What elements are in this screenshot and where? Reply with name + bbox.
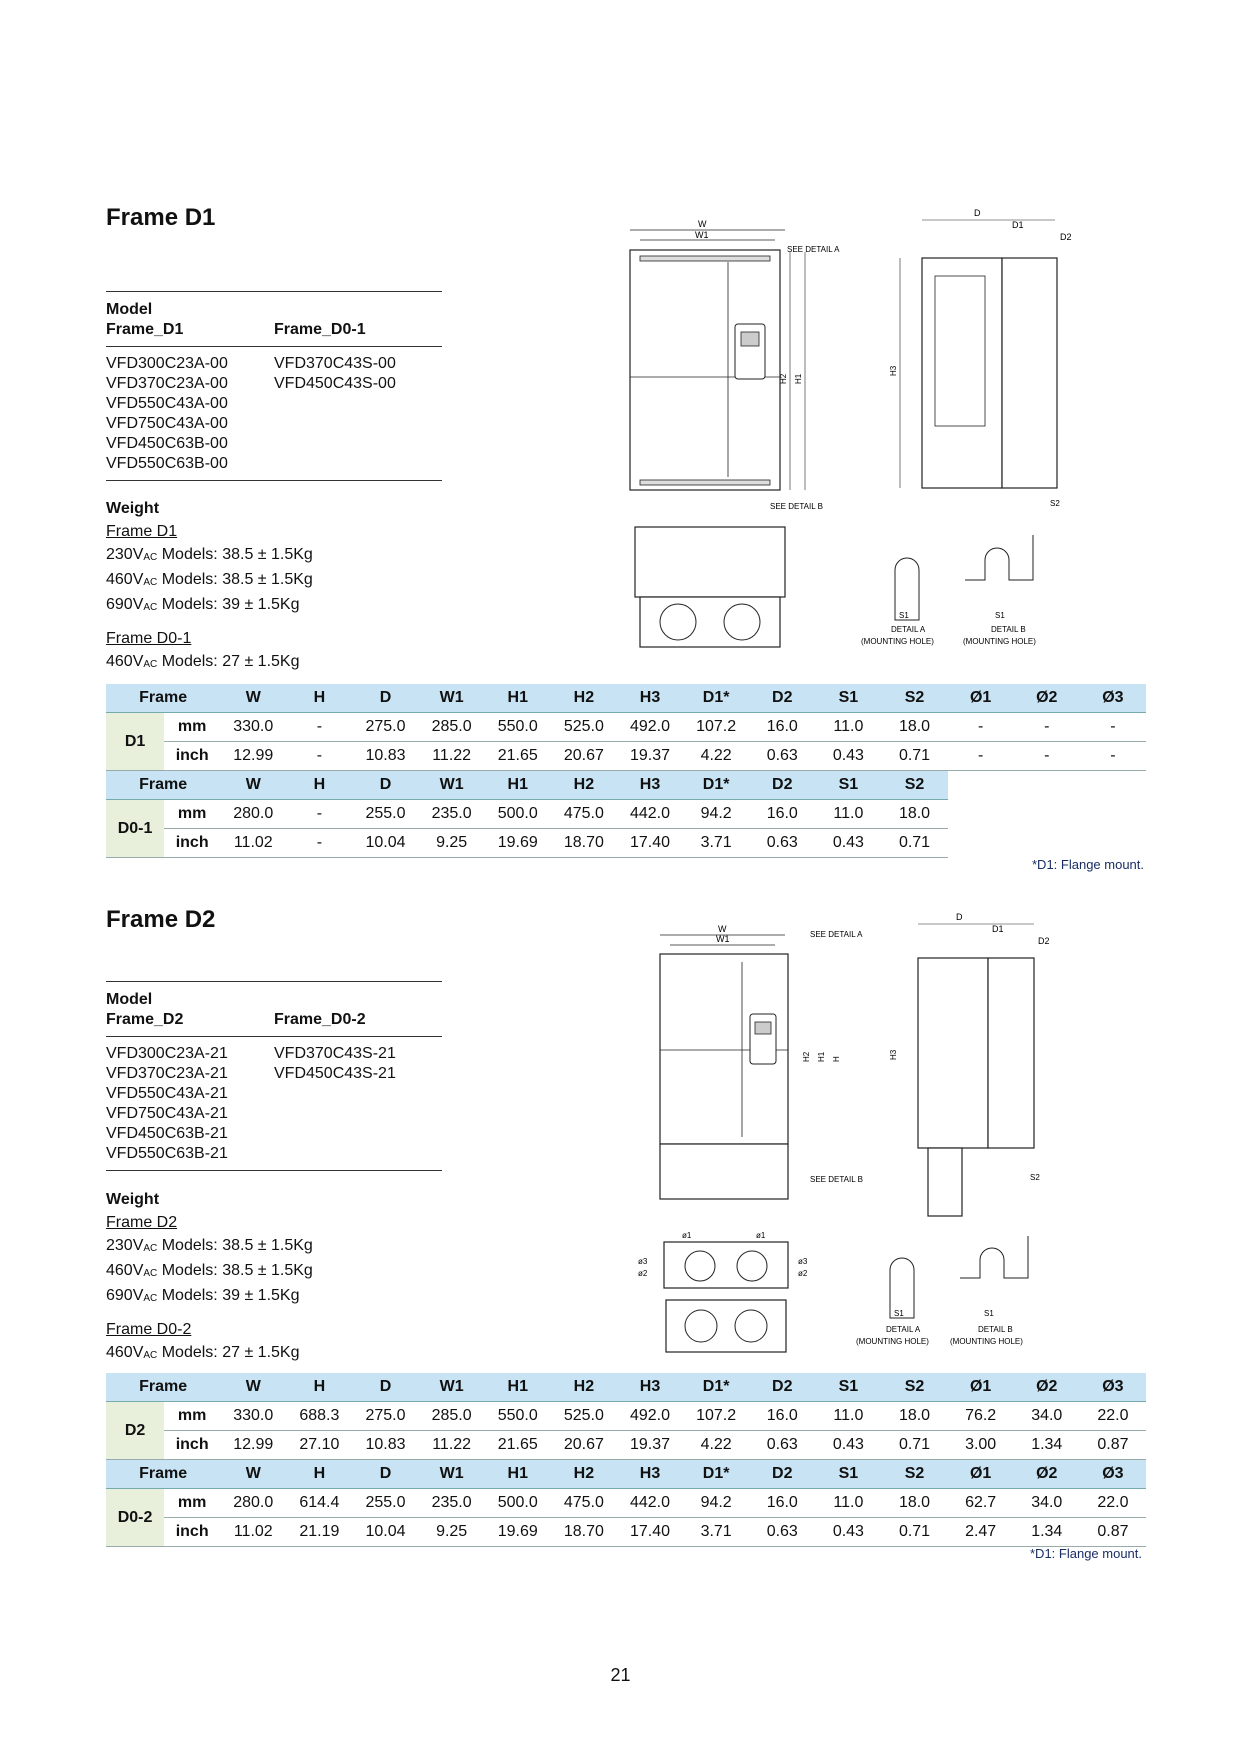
- rule: [106, 1170, 442, 1171]
- model-item: VFD450C63B-21: [106, 1125, 228, 1142]
- weight-line-690: $690V_{AC}$ Models: 39 ± 1.5Kg: [106, 1287, 300, 1304]
- weight-frame-label: Frame D0-2: [106, 1321, 192, 1338]
- model-header: [106, 982, 442, 1036]
- model-item: VFD450C43S-21: [274, 1065, 396, 1082]
- svg-text:D1: D1: [1012, 220, 1024, 230]
- frame-d1-model-block: [106, 291, 442, 481]
- frame-d2-bottom-view-drawing: [636, 1228, 812, 1356]
- weight-frame-label: Frame D2: [106, 1214, 178, 1231]
- frame-d2-dimension-table: [106, 1373, 1146, 1547]
- svg-text:SEE DETAIL A: SEE DETAIL A: [787, 245, 840, 254]
- svg-text:H1: H1: [794, 373, 803, 384]
- frame-d2-weight-block: [106, 1188, 313, 1366]
- table-header-row: Frame W H D W1 H1 H2 H3 D1* D2 S1 S2 Ø1 Ø2 Ø3: [106, 1460, 1146, 1489]
- model-item: VFD370C23A-00: [106, 375, 228, 392]
- frame-d1-title: Frame D1: [106, 204, 216, 231]
- svg-text:H3: H3: [889, 1049, 898, 1060]
- model-item: VFD550C43A-00: [106, 395, 228, 412]
- model-item: VFD750C43A-00: [106, 415, 228, 432]
- svg-text:W: W: [698, 219, 707, 229]
- svg-text:ø3: ø3: [798, 1257, 808, 1266]
- frame-d1-side-view-drawing: [880, 206, 1080, 506]
- table-row: inch 11.02 - 10.04 9.25 19.69 18.70 17.40 3.71 0.63 0.43 0.71: [106, 829, 1146, 858]
- model-item: VFD370C43S-00: [274, 355, 396, 372]
- svg-text:D2: D2: [1038, 936, 1050, 946]
- weight-line-460-b: $460V_{AC}$ Models: 27 ± 1.5Kg: [106, 1344, 300, 1361]
- table-row: inch 11.02 21.19 10.04 9.25 19.69 18.70 17.40 3.71 0.63 0.43 0.71 2.47 1.34 0.87: [106, 1518, 1146, 1547]
- weight-label: Weight: [106, 1191, 160, 1208]
- frame-col2-label: Frame_D0-1: [274, 321, 366, 338]
- frame-d1-footnote: *D1: Flange mount.: [1032, 857, 1145, 872]
- svg-text:DETAIL B: DETAIL B: [991, 625, 1026, 634]
- model-list: [106, 347, 442, 480]
- svg-text:DETAIL A: DETAIL A: [886, 1325, 921, 1334]
- frame-d2-side-view-drawing: [880, 910, 1080, 1220]
- svg-text:W: W: [718, 924, 727, 934]
- frame-col1-label: Frame_D1: [106, 321, 184, 338]
- svg-text:ø1: ø1: [756, 1231, 766, 1240]
- svg-text:(MOUNTING HOLE): (MOUNTING HOLE): [856, 1337, 929, 1346]
- frame-d2-model-block: [106, 981, 442, 1171]
- frame-col2-label: Frame_D0-2: [274, 1011, 366, 1028]
- frame-d1-bottom-view-drawing: [630, 522, 790, 652]
- svg-text:ø2: ø2: [798, 1269, 808, 1278]
- frame-d2-footnote: *D1: Flange mount.: [1030, 1546, 1143, 1561]
- svg-text:S1: S1: [984, 1309, 994, 1318]
- svg-text:D2: D2: [1060, 232, 1072, 242]
- table-row: inch 12.99 27.10 10.83 11.22 21.65 20.67 19.37 4.22 0.63 0.43 0.71 3.00 1.34 0.87: [106, 1431, 1146, 1460]
- table-row: D1 mm 330.0 - 275.0 285.0 550.0 525.0 492.0 107.2 16.0 11.0 18.0 - - -: [106, 713, 1146, 742]
- weight-frame-label: Frame D1: [106, 523, 178, 540]
- svg-text:DETAIL B: DETAIL B: [978, 1325, 1013, 1334]
- table-header-row: Frame W H D W1 H1 H2 H3 D1* D2 S1 S2 Ø1 Ø2 Ø3: [106, 684, 1146, 713]
- svg-text:H: H: [832, 1056, 841, 1062]
- model-item: VFD300C23A-00: [106, 355, 228, 372]
- model-list: [106, 1037, 442, 1170]
- svg-text:H3: H3: [889, 365, 898, 376]
- weight-frame-label: Frame D0-1: [106, 630, 192, 647]
- svg-text:W1: W1: [716, 934, 730, 944]
- model-item: VFD550C63B-00: [106, 455, 228, 472]
- table-header-row: Frame W H D W1 H1 H2 H3 D1* D2 S1 S2 Ø1 Ø2 Ø3: [106, 1373, 1146, 1402]
- svg-text:W1: W1: [695, 230, 709, 240]
- svg-text:H2: H2: [779, 373, 788, 384]
- model-label: Model: [106, 301, 153, 318]
- model-header: [106, 292, 442, 346]
- svg-text:S1: S1: [899, 611, 909, 620]
- weight-line-230: $230V_{AC}$ Models: 38.5 ± 1.5Kg: [106, 1237, 313, 1254]
- table-row: D2 mm 330.0 688.3 275.0 285.0 550.0 525.0 492.0 107.2 16.0 11.0 18.0 76.2 34.0 22.0: [106, 1402, 1146, 1431]
- svg-text:(MOUNTING HOLE): (MOUNTING HOLE): [950, 1337, 1023, 1346]
- weight-label: Weight: [106, 500, 160, 517]
- model-label: Model: [106, 991, 153, 1008]
- frame-d1-front-view-drawing: [620, 212, 840, 512]
- frame-d1-weight-block: [106, 497, 313, 675]
- svg-text:ø1: ø1: [682, 1231, 692, 1240]
- model-item: VFD450C63B-00: [106, 435, 228, 452]
- frame-d2-front-view-drawing: [650, 922, 863, 1222]
- model-item: VFD370C23A-21: [106, 1065, 228, 1082]
- svg-text:DETAIL A: DETAIL A: [891, 625, 926, 634]
- frame-d2-title: Frame D2: [106, 906, 216, 933]
- svg-text:ø3: ø3: [638, 1257, 648, 1266]
- model-item: VFD450C43S-00: [274, 375, 396, 392]
- table-row: inch 12.99 - 10.83 11.22 21.65 20.67 19.37 4.22 0.63 0.43 0.71 - - -: [106, 742, 1146, 771]
- svg-text:D: D: [956, 912, 963, 922]
- svg-text:D1: D1: [992, 924, 1004, 934]
- svg-text:S1: S1: [995, 611, 1005, 620]
- svg-text:S1: S1: [894, 1309, 904, 1318]
- weight-line-690: $690V_{AC}$ Models: 39 ± 1.5Kg: [106, 596, 300, 613]
- weight-line-460-b: $460V_{AC}$ Models: 27 ± 1.5Kg: [106, 653, 300, 670]
- model-item: VFD370C43S-21: [274, 1045, 396, 1062]
- table-row: D0-2 mm 280.0 614.4 255.0 235.0 500.0 475.0 442.0 94.2 16.0 11.0 18.0 62.7 34.0 22.0: [106, 1489, 1146, 1518]
- model-item: VFD550C63B-21: [106, 1145, 228, 1162]
- rule: [106, 480, 442, 481]
- svg-text:ø2: ø2: [638, 1269, 648, 1278]
- frame-d1-dimension-table: [106, 684, 1146, 858]
- frame-d1-mounting-detail-drawing: [855, 530, 1055, 650]
- frame-col1-label: Frame_D2: [106, 1011, 184, 1028]
- model-item: VFD750C43A-21: [106, 1105, 228, 1122]
- table-header-row: Frame W H D W1 H1 H2 H3 D1* D2 S1 S2: [106, 771, 1146, 800]
- frame-d2-mounting-detail-drawing: [850, 1232, 1050, 1352]
- page-number: 21: [610, 1665, 631, 1685]
- svg-text:H1: H1: [817, 1051, 826, 1062]
- weight-line-230: $230V_{AC}$ Models: 38.5 ± 1.5Kg: [106, 546, 313, 563]
- svg-text:(MOUNTING HOLE): (MOUNTING HOLE): [861, 637, 934, 646]
- svg-text:SEE DETAIL B: SEE DETAIL B: [810, 1175, 863, 1184]
- weight-line-460: $460V_{AC}$ Models: 38.5 ± 1.5Kg: [106, 1262, 313, 1279]
- svg-text:(MOUNTING HOLE): (MOUNTING HOLE): [963, 637, 1036, 646]
- table-row: D0-1 mm 280.0 - 255.0 235.0 500.0 475.0 442.0 94.2 16.0 11.0 18.0: [106, 800, 1146, 829]
- svg-text:S2: S2: [1030, 1173, 1040, 1182]
- svg-text:SEE DETAIL A: SEE DETAIL A: [810, 930, 863, 939]
- model-item: VFD300C23A-21: [106, 1045, 228, 1062]
- svg-text:S2: S2: [1050, 499, 1060, 508]
- svg-text:H2: H2: [802, 1051, 811, 1062]
- weight-line-460: $460V_{AC}$ Models: 38.5 ± 1.5Kg: [106, 571, 313, 588]
- svg-text:D: D: [974, 208, 981, 218]
- model-item: VFD550C43A-21: [106, 1085, 228, 1102]
- svg-text:SEE DETAIL B: SEE DETAIL B: [770, 502, 823, 511]
